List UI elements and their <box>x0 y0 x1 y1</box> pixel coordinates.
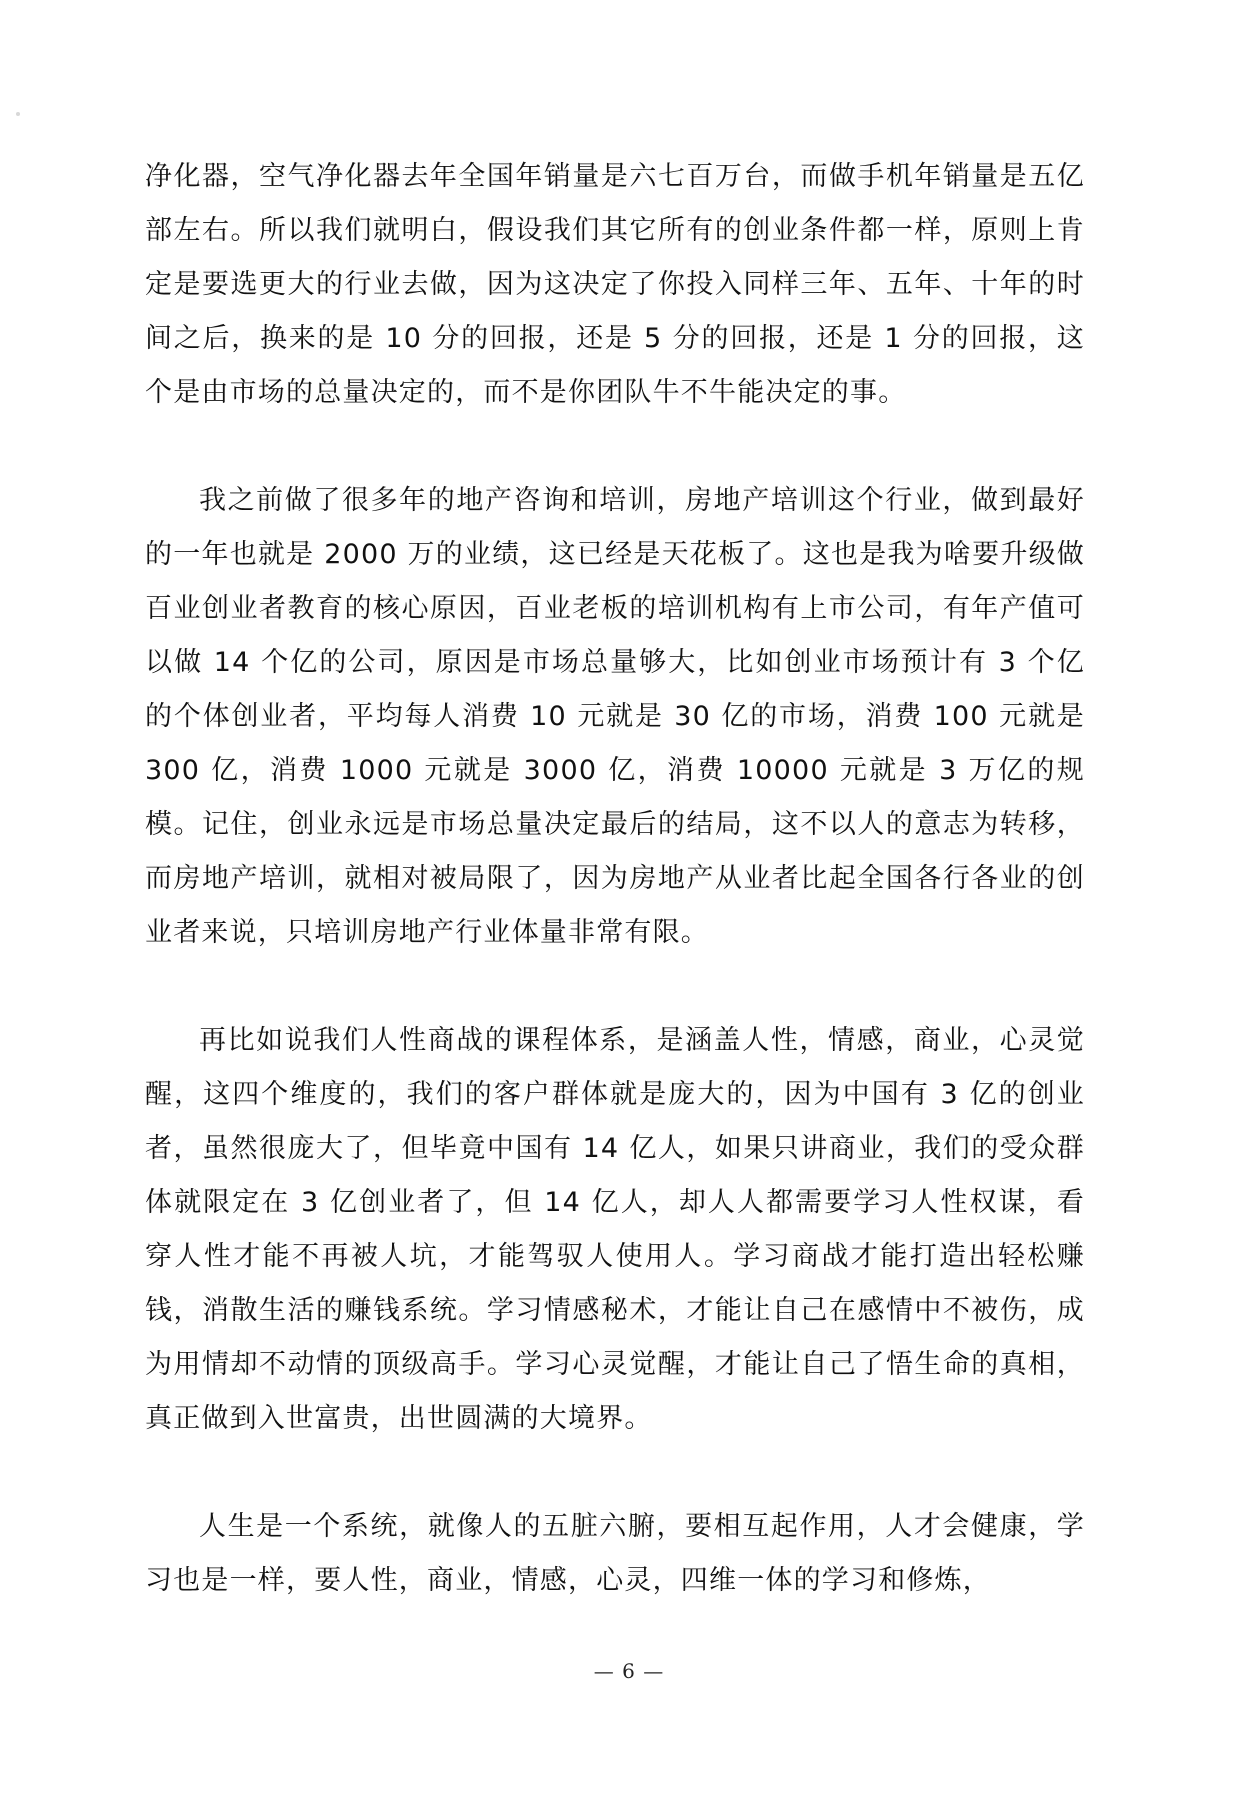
body-text <box>145 150 1085 1608</box>
paragraph-3: 再比如说我们人性商战的课程体系，是涵盖人性，情感，商业，心灵觉醒，这四个维度的，我们的客户群体就是庞大的，因为中国有 3 亿的创业者，虽然很庞大了，但毕竟中国有 14 亿人，如果只讲商业，我们的受众群体就限定在 3 亿创业者了，但 14 亿人，却人人都需要学习人性权谋，看穿人性才能不再被人坑，才能驾驭人使用人。学习商战才能打造出轻松赚钱，消散生活的赚钱系统。学习情感秘术，才能让自己在感情中不被伤，成为用情却不动情的顶级高手。学习心灵觉醒，才能让自己了悟生命的真相，真正做到入世富贵，出世圆满的大境界。 <box>145 1025 1085 1434</box>
paragraph-4: 人生是一个系统，就像人的五脏六腑，要相互起作用，人才会健康，学习也是一样，要人性，商业，情感，心灵，四维一体的学习和修炼， <box>145 1511 1085 1596</box>
scan-speck <box>16 112 20 116</box>
paragraph-1: 净化器，空气净化器去年全国年销量是六七百万台，而做手机年销量是五亿部左右。所以我们就明白，假设我们其它所有的创业条件都一样，原则上肯定是要选更大的行业去做，因为这决定了你投入同样三年、五年、十年的时间之后，换来的是 10 分的回报，还是 5 分的回报，还是 1 分的回报，这个是由市场的总量决定的，而不是你团队牛不牛能决定的事。 <box>145 161 1085 408</box>
paragraph-2: 我之前做了很多年的地产咨询和培训，房地产培训这个行业，做到最好的一年也就是 2000 万的业绩，这已经是天花板了。这也是我为啥要升级做百业创业者教育的核心原因，百业老板的培训机构有上市公司，有年产值可以做 14 个亿的公司，原因是市场总量够大，比如创业市场预计有 3 个亿的个体创业者，平均每人消费 10 元就是 30 亿的市场，消费 100 元就是 300 亿，消费 1000 元就是 3000 亿，消费 10000 元就是 3 万亿的规模。记住，创业永远是市场总量决定最后的结局，这不以人的意志为转移，而房地产培训，就相对被局限了，因为房地产从业者比起全国各行各业的创业者来说，只培训房地产行业体量非常有限。 <box>145 485 1085 948</box>
page-number: — 6 — <box>593 1659 665 1683</box>
